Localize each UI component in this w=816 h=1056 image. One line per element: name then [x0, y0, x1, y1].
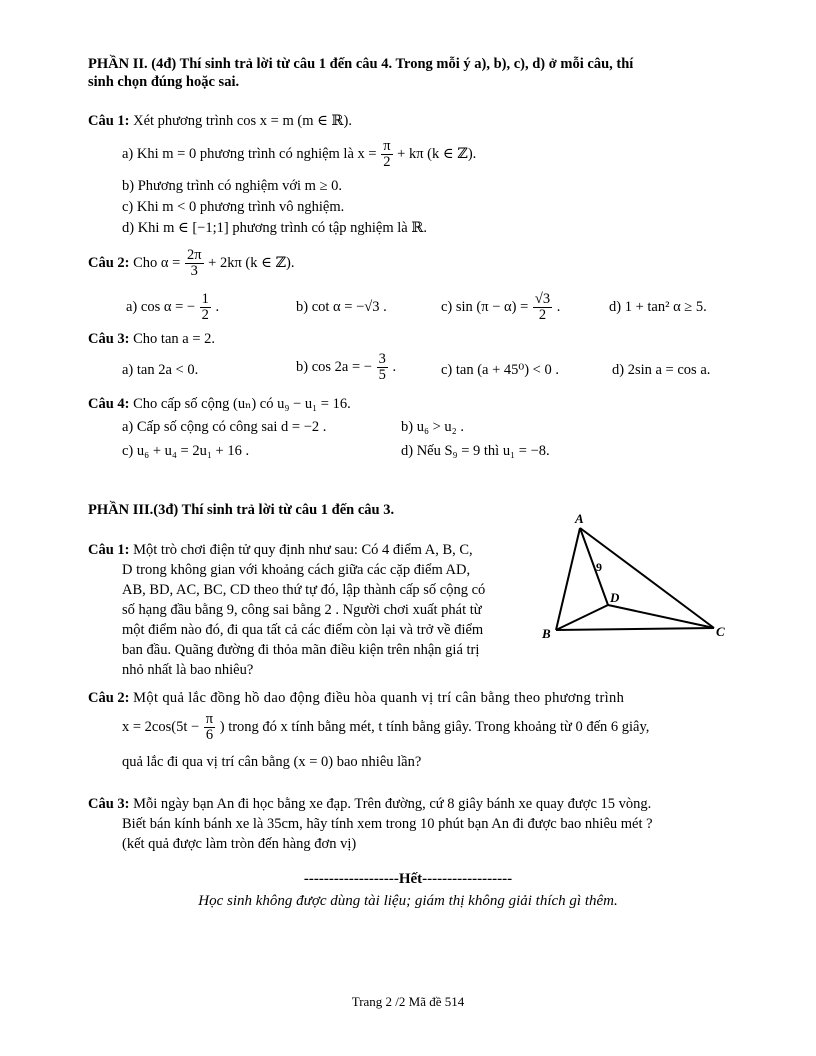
part3-q1-text-line1: Một trò chơi điện tử quy định như sau: Có 4 điểm A, B, C, — [133, 542, 473, 558]
part2-q2-option-c — [441, 292, 560, 323]
part2-q2-c-post: . — [556, 299, 561, 316]
part2-q2-option-a — [126, 292, 219, 323]
part2-q1-a-fraction — [381, 139, 392, 170]
edge-AB — [556, 528, 580, 630]
part2-q3-option-d: d) 2sin a = cos a. — [612, 362, 711, 378]
part3-q2-equation-pre: x = 2cos(5t − — [122, 719, 200, 736]
part3-q1-line3: AB, BD, AC, BC, CD theo thứ tự đó, lập thành cấp số cộng có — [122, 582, 486, 598]
part3-q3-line3: (kết quả được làm tròn đến hàng đơn vị) — [122, 836, 357, 852]
part2-header-line1: PHẦN II. (4đ) Thí sinh trả lời từ câu 1 đến câu 4. Trong mỗi ý a), b), c), d) ở mỗi câu, thí — [88, 56, 634, 72]
part2-q2-c-pre: c) sin (π − α) = — [441, 299, 529, 316]
part2-q1-option-b: b) Phương trình có nghiệm với m ≥ 0. — [122, 178, 343, 194]
figure-edges — [556, 528, 714, 630]
fraction-denominator: 2 — [538, 307, 547, 324]
part2-q4-option-d: d) Nếu S₉ = 9 thì u₁ = −8. — [401, 443, 550, 459]
edge-BD — [556, 605, 608, 630]
part3-q1-line4: số hạng đầu bằng 9, công sai bằng 2 . Người chơi xuất phát từ — [122, 602, 482, 618]
part3-q1-line5: một điểm nào đó, đi qua tất cả các điểm còn lại và trở về điểm — [122, 622, 484, 638]
part3-q2-line3: quả lắc đi qua vị trí cân bằng (x = 0) bao nhiêu lần? — [122, 754, 422, 770]
part2-q3-option-a: a) tan 2a < 0. — [122, 362, 199, 378]
part3-q2-line1 — [88, 690, 624, 707]
part3-q1-line7: nhỏ nhất là bao nhiêu? — [122, 662, 254, 678]
part2-q1-stem-row — [88, 113, 352, 130]
part2-q4-option-a: a) Cấp số cộng có công sai d = −2 . — [122, 419, 327, 435]
part2-q3-option-b — [296, 352, 396, 383]
part2-q1-label: Câu 1: — [88, 113, 130, 129]
fraction-numerator: 1 — [201, 291, 209, 307]
page-footer: Trang 2 /2 Mã đề 514 — [351, 994, 465, 1009]
figure-label-D: D — [610, 590, 620, 605]
part3-q2-text-line1: Một quả lắc đồng hồ dao động điều hòa quanh vị trí cân bằng theo phương trình — [133, 690, 625, 706]
part2-q2-stem-pre: Cho α = — [133, 255, 181, 272]
fraction-numerator: 3 — [378, 351, 386, 367]
part2-q4-label: Câu 4: — [88, 396, 130, 412]
part3-q1-line2: D trong không gian với khoảng cách giữa các cặp điểm AD, — [122, 562, 471, 578]
figure-label-C: C — [716, 624, 725, 639]
fraction-denominator: 2 — [201, 307, 209, 324]
part3-q3-line1 — [88, 796, 651, 813]
part2-q2-a-post: . — [215, 299, 220, 316]
fraction-denominator: 3 — [190, 263, 198, 280]
part2-q1-a-post: + kπ (k ∈ ℤ). — [397, 146, 477, 163]
part2-header-line2: sinh chọn đúng hoặc sai. — [88, 74, 240, 90]
part2-q2-stem-row — [88, 248, 295, 279]
figure-label-edge-length: 9 — [596, 560, 602, 574]
part2-q3-b-fraction — [377, 352, 388, 383]
fraction-denominator: 5 — [378, 367, 386, 384]
part3-q3-label: Câu 3: — [88, 796, 130, 812]
part2-q3-option-c: c) tan (a + 45⁰) < 0 . — [441, 362, 559, 378]
part2-q2-option-b: b) cot α = −√3 . — [296, 299, 387, 315]
tetrahedron-figure — [538, 512, 738, 647]
part3-q1-line1 — [88, 542, 473, 559]
fraction-denominator: 2 — [383, 154, 391, 171]
part3-q3-text-line1: Mỗi ngày bạn An đi học bằng xe đạp. Trên đường, cứ 8 giây bánh xe quay được 15 vòng. — [133, 796, 652, 812]
part2-q1-stem: Xét phương trình cos x = m (m ∈ ℝ). — [133, 113, 352, 129]
part2-q4-stem: Cho cấp số cộng (uₙ) có u₉ − u₁ = 16. — [133, 396, 351, 412]
part2-q4-option-b: b) u₆ > u₂ . — [401, 419, 464, 435]
part2-q4-option-c: c) u₆ + u₄ = 2u₁ + 16 . — [122, 443, 250, 459]
fraction-numerator: √3 — [534, 291, 551, 307]
part3-q1-line6: ban đầu. Quãng đường đi thỏa mãn điều kiện trên nhận giá trị — [122, 642, 480, 658]
part2-q3-stem-row — [88, 331, 215, 348]
part2-q3-label: Câu 3: — [88, 331, 130, 347]
part2-q1-option-d: d) Khi m ∈ [−1;1] phương trình có tập nghiệm là ℝ. — [122, 220, 428, 236]
fraction-denominator: 6 — [205, 727, 214, 744]
part2-q2-option-d: d) 1 + tan² α ≥ 5. — [609, 299, 707, 315]
part2-q2-a-fraction — [200, 292, 211, 323]
part2-q4-stem-row — [88, 396, 351, 413]
part2-q3-b-post: . — [392, 359, 397, 376]
part2-q2-label: Câu 2: — [88, 255, 130, 272]
part2-q1-option-c: c) Khi m < 0 phương trình vô nghiệm. — [122, 199, 345, 215]
end-title: -------------------Hết------------------ — [303, 871, 513, 887]
part3-q3-line2: Biết bán kính bánh xe là 35cm, hãy tính xem trong 10 phút bạn An đi được bao nhiêu mét ? — [122, 816, 653, 832]
part3-q2-equation-post: ) trong đó x tính bằng mét, t tính bằng giây. Trong khoảng từ 0 đến 6 giây, — [219, 719, 650, 736]
edge-BC — [556, 628, 714, 630]
figure-label-B: B — [542, 626, 551, 641]
part2-q3-b-pre: b) cos 2a = − — [296, 359, 372, 376]
part2-q2-c-fraction — [533, 292, 552, 323]
part3-q2-line2 — [122, 712, 649, 743]
figure-label-A: A — [575, 512, 584, 526]
part2-q2-a-pre: a) cos α = − — [126, 299, 196, 316]
part3-header: PHẦN III.(3đ) Thí sinh trả lời từ câu 1 đến câu 3. — [88, 502, 395, 518]
part2-q3-stem: Cho tan a = 2. — [133, 331, 215, 347]
end-note: Học sinh không được dùng tài liệu; giám thị không giải thích gì thêm. — [198, 893, 618, 909]
part2-q1-option-a — [122, 139, 476, 170]
fraction-numerator: π — [383, 138, 391, 154]
part3-q2-label: Câu 2: — [88, 690, 130, 706]
fraction-numerator: 2π — [186, 247, 202, 263]
part2-q2-stem-fraction — [185, 248, 204, 279]
part2-q1-a-pre: a) Khi m = 0 phương trình có nghiệm là x = — [122, 146, 377, 163]
part3-q2-equation-fraction — [204, 712, 215, 743]
part2-q2-stem-post: + 2kπ (k ∈ ℤ). — [208, 255, 295, 272]
part3-q1-label: Câu 1: — [88, 542, 130, 558]
fraction-numerator: π — [205, 711, 214, 727]
